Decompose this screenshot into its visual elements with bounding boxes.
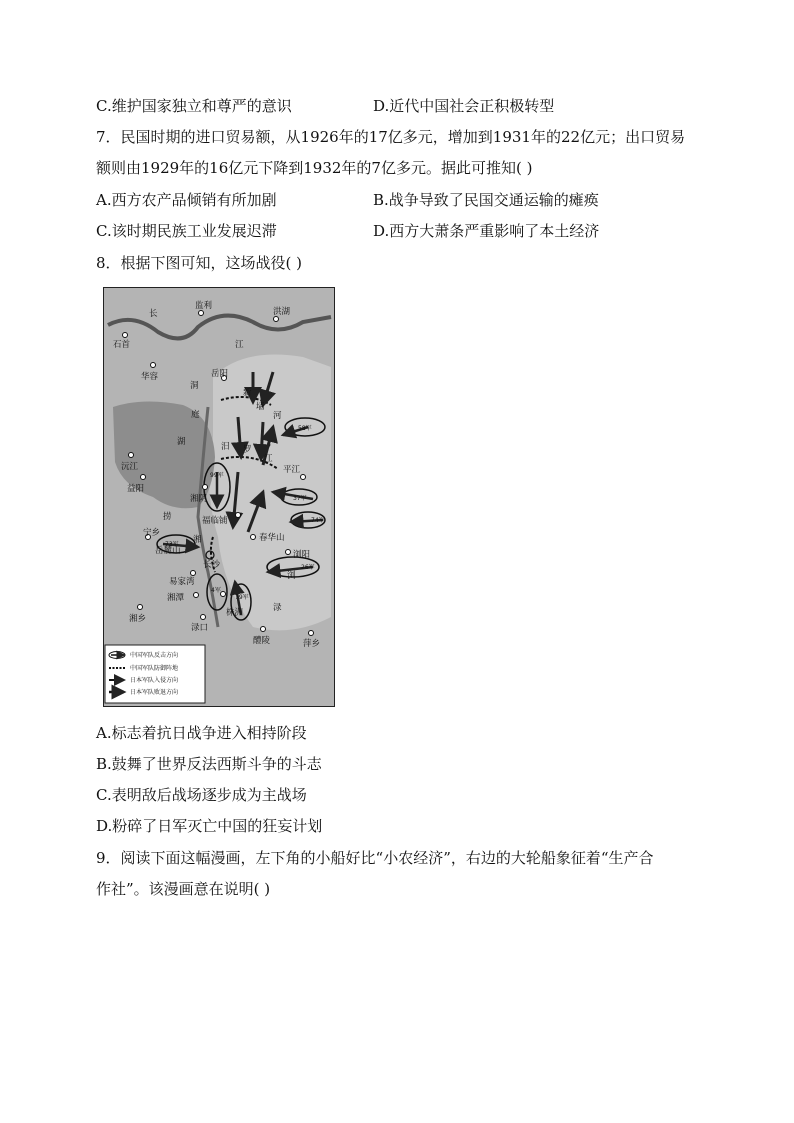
q7-option-c: C.该时期民族工业发展迟滞	[96, 222, 277, 240]
q7-stem-line2: 额则由1929年的16亿元下降到1932年的7亿多元。据此可推知( )	[96, 159, 533, 177]
river-label: 渌	[273, 603, 282, 613]
place-xiangxiang: 湘乡	[129, 614, 147, 624]
place-chunhuashan: 春华山	[259, 533, 285, 543]
q6-option-d: D.近代中国社会正积极转型	[373, 97, 555, 115]
q9-stem-line2: 作社”。该漫画意在说明( )	[96, 880, 271, 898]
river-label: 长	[149, 309, 158, 319]
legend-retreat: 日本军队败退方向	[130, 689, 179, 696]
place-yuanjiang: 沅江	[121, 462, 139, 472]
q8-option-c: C.表明敌后战场逐步成为主战场	[96, 786, 307, 804]
place-fulinpu: 福临铺	[202, 516, 228, 526]
river-label: 捞	[163, 512, 172, 522]
river-label: 河	[273, 411, 282, 421]
unit-label-26: 26军	[301, 564, 315, 571]
q7-option-d: D.西方大萧条严重影响了本土经济	[373, 222, 600, 240]
place-yuelushan: 岳麓山	[155, 546, 181, 556]
unit-label-37: 37军	[293, 495, 307, 502]
q9-stem-line1: 9．阅读下面这幅漫画，左下角的小船好比“小农经济”，右边的大轮船象征着“生产合	[96, 849, 654, 867]
place-honghu: 洪湖	[273, 307, 291, 317]
place-huarong: 华容	[141, 372, 159, 382]
legend-counter: 中国军队反击方向	[130, 652, 179, 659]
q8-stem: 8．根据下图可知，这场战役( )	[96, 254, 303, 272]
place-jianli: 监利	[195, 301, 213, 311]
river-label: 江	[235, 340, 244, 350]
unit-label-74: 74军	[311, 517, 325, 524]
place-changsha: 长沙	[203, 560, 221, 570]
river-label: 湘	[193, 535, 202, 545]
q7-option-b: B.战争导致了民国交通运输的瘫痪	[373, 191, 599, 209]
q8-option-d: D.粉碎了日军灭亡中国的狂妄计划	[96, 817, 323, 835]
lake-label: 庭	[191, 410, 200, 420]
place-pingxiang: 萍乡	[303, 639, 321, 649]
unit-label-4: 4军	[211, 587, 221, 594]
q7-option-a: A.西方农产品倾销有所加剧	[96, 191, 277, 209]
lake-label: 湖	[177, 437, 186, 447]
q8-option-a: A.标志着抗日战争进入相持阶段	[96, 724, 307, 742]
place-pingjiang: 平江	[283, 465, 301, 475]
place-liuyang: 浏阳	[293, 550, 311, 560]
q7-stem-line1: 7．民国时期的进口贸易额，从1926年的17亿多元，增加到1931年的22亿元；出口贸易	[96, 128, 686, 146]
q6-option-c: C.维护国家独立和尊严的意识	[96, 97, 292, 115]
place-xiangyin: 湘阴	[190, 494, 208, 504]
q8-option-b: B.鼓舞了世界反法西斯斗争的斗志	[96, 755, 322, 773]
river-label: 汨	[221, 442, 230, 452]
unit-label-73: 73军	[165, 541, 179, 548]
unit-label-79: 79军	[235, 594, 249, 601]
place-zhuzhou: 株洲	[226, 608, 244, 618]
river-label: 江	[264, 454, 273, 464]
river-label: 墙	[256, 402, 265, 412]
map-legend	[105, 645, 205, 703]
river-label: 浏	[287, 571, 296, 581]
place-yueyang: 岳阳	[211, 369, 229, 379]
place-lukou: 渌口	[191, 623, 209, 633]
place-shishou: 石首	[113, 340, 131, 350]
invade-arrow	[261, 422, 263, 459]
place-ningxiang: 宁乡	[143, 528, 161, 538]
lake-label: 洞	[190, 381, 199, 391]
river-label: 罗	[243, 445, 252, 455]
legend-invade: 日本军队入侵方向	[130, 677, 179, 684]
unit-label-58: 58军	[298, 425, 312, 432]
place-yiyang: 益阳	[127, 484, 145, 494]
place-yijiawan: 易家湾	[169, 577, 195, 587]
legend-defense: 中国军队防御阵地	[130, 665, 179, 672]
battle-map	[103, 287, 335, 707]
unit-label-99: 99军	[210, 472, 224, 479]
place-liling: 醴陵	[253, 636, 271, 646]
place-xiangtan: 湘潭	[167, 593, 185, 603]
river-label: 新	[243, 388, 252, 398]
